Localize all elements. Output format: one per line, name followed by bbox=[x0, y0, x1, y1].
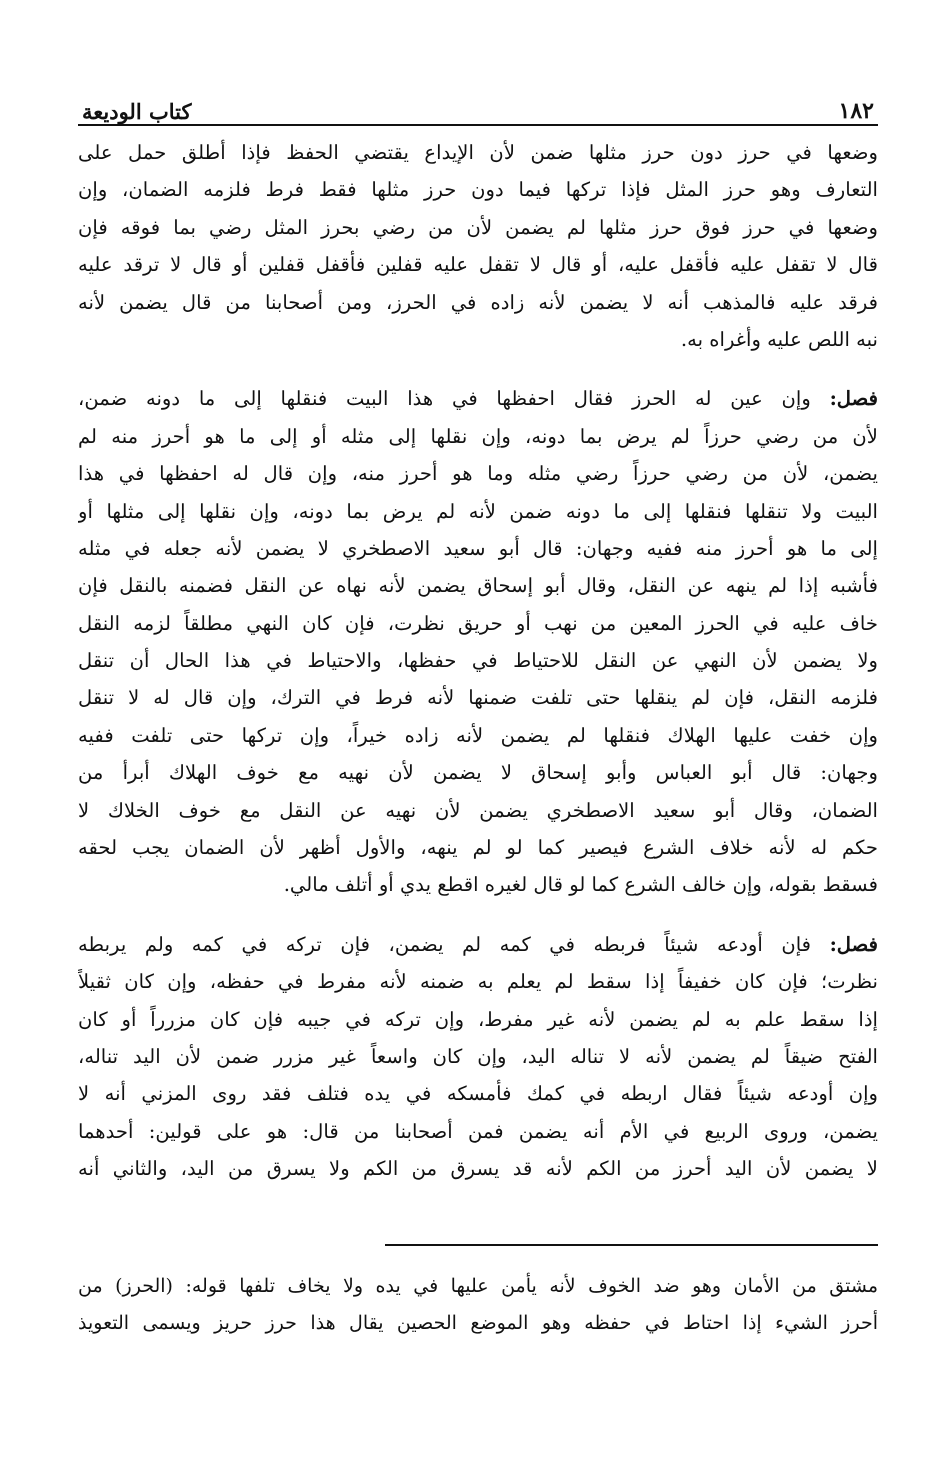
text-line: التعارف وهو حرز المثل فإذا تركها فيما دون حرز مثلها فقط فرط فلزمه الضمان، وإن bbox=[78, 178, 878, 202]
text-line: وإن أودعه شيئاً فقال اربطه في كمك فأمسكه في يده فتلف فقد روى المزني أنه لا bbox=[78, 1082, 878, 1106]
footnote-separator bbox=[385, 1244, 878, 1246]
paragraph-wadhaha bbox=[78, 134, 878, 358]
text-line: البيت ولا تنقلها فنقلها إلى ما دونه ضمن لأنه لم يرض بما دونه، وإن نقلها إلى مثلها أو bbox=[78, 499, 878, 523]
footnote-line: أحرز الشيء إذا احتاط في حفظه وهو الموضع الحصين يقال هذا حرز حريز ويسمى التعويذ bbox=[78, 1312, 878, 1335]
text-line: إلى ما هو أحرز منه ففيه وجهان: قال أبو سعيد الاصطخري لا يضمن لأنه جعله في مثله bbox=[78, 536, 878, 560]
text-line: فلزمه النقل، فإن لم ينقلها حتى تلفت ضمنها لأنه فرط في الترك، وإن قال له لا تنقل bbox=[78, 686, 878, 710]
body-text bbox=[78, 134, 878, 1188]
text-line: الضمان، وقال أبو سعيد الاصطخري يضمن لأن نهيه عن النقل مع خوف الخلاك لا bbox=[78, 798, 878, 822]
chapter-title: كتاب الوديعة bbox=[82, 99, 192, 124]
text-line: إذا سقط علم به لم يضمن لأنه غير مفرط، وإن تركه في جيبه فإن كان مزرراً أو كان bbox=[78, 1007, 878, 1031]
text-line: وجهان: قال أبو العباس وأبو إسحاق لا يضمن لأن نهيه مع خوف الهلاك أبرأ من bbox=[78, 761, 878, 785]
text-line: يضمن، وروى الربيع في الأم أنه يضمن فمن أصحابنا من قال: هو على قولين: أحدهما bbox=[78, 1119, 878, 1143]
text-line: نبه اللص عليه وأغراه به. bbox=[680, 327, 878, 351]
page-number: ١٨٢ bbox=[838, 98, 874, 124]
text-line: لأن من رضي حرزاً لم يرض بما دونه، وإن نقلها إلى مثله أو إلى ما هو أحرز منه لم bbox=[78, 424, 878, 448]
text-line: يضمن، لأن من رضي حرزاً رضي مثله وما هو أحرز منه، وإن قال له احفظها في هذا bbox=[78, 462, 878, 486]
footnotes bbox=[78, 1268, 878, 1343]
text-line: وإن خفت عليها الهلاك فنقلها لم يضمن لأنه زاده خيراً، وإن تركها حتى تلفت ففيه bbox=[78, 723, 878, 747]
text-line: قال لا تقفل عليه فأقفل عليه، أو قال لا تقفل عليه قفلين فأقفل قفلين أو قال لا ترقد عليه bbox=[78, 253, 878, 277]
text-line: حكم له لأنه خلاف الشرع فيصير كما لو لم ينهه، والأول أظهر لأن الضمان يجب لحقه bbox=[78, 836, 878, 860]
text-line: فصل: وإن عين له الحرز فقال احفظها في هذا البيت فنقلها إلى ما دونه ضمن، bbox=[78, 387, 878, 411]
paragraph-fasl-hirz bbox=[78, 380, 878, 903]
text-line: لا يضمن لأن اليد أحرز من الكم لأنه قد يسرق من الكم ولا يسرق من اليد، والثاني أنه bbox=[78, 1157, 878, 1181]
text-line: نظرت؛ فإن كان خفيفاً إذا سقط لم يعلم به ضمنه لأنه مفرط في حفظه، وإن كان ثقيلاً bbox=[78, 970, 878, 994]
text-line: خاف عليه في الحرز المعين من نهب أو حريق نظرت، فإن كان النهي مطلقاً لزمه النقل bbox=[78, 611, 878, 635]
text-line: الفتح ضيقاً لم يضمن لأنه لا تناله اليد، وإن كان واسعاً غير مزرر ضمن لأن اليد تناله، bbox=[78, 1044, 878, 1068]
text-line: فصل: فإن أودعه شيئاً فربطه في كمه لم يضمن، فإن تركه في كمه ولم يربطه bbox=[78, 932, 878, 956]
paragraph-fasl-kumm bbox=[78, 926, 878, 1188]
page bbox=[78, 88, 878, 1210]
text-line: وضعها في حرز فوق حرز مثلها لم يضمن لأن من رضي بحرز المثل رضي بما فوقه فإن bbox=[78, 215, 878, 239]
running-header bbox=[78, 88, 878, 126]
text-line: ولا يضمن لأن النهي عن النقل للاحتياط في حفظها، والاحتياط في هذا الحال أن تنقل bbox=[78, 649, 878, 673]
text-line: وضعها في حرز دون حرز مثلها ضمن لأن الإيداع يقتضي الحفظ فإذا أطلق حمل على bbox=[78, 141, 878, 164]
text-line: فرقد عليه فالمذهب أنه لا يضمن لأنه زاده في الحرز، ومن أصحابنا من قال يضمن لأنه bbox=[78, 290, 878, 314]
footnote-line: مشتق من الأمان وهو ضد الخوف لأنه يأمن عليها في يده ولا يخاف تلفها قوله: (الحرز) من bbox=[78, 1275, 878, 1297]
text-line: فسقط بقوله، وإن خالف الشرع كما لو قال لغيره اقطع يدي أو أتلف مالي. bbox=[283, 873, 878, 897]
text-line: فأشبه إذا لم ينهه عن النقل، وقال أبو إسحاق يضمن لأنه نهاه عن النقل فضمنه بالنقل فإن bbox=[78, 574, 878, 598]
